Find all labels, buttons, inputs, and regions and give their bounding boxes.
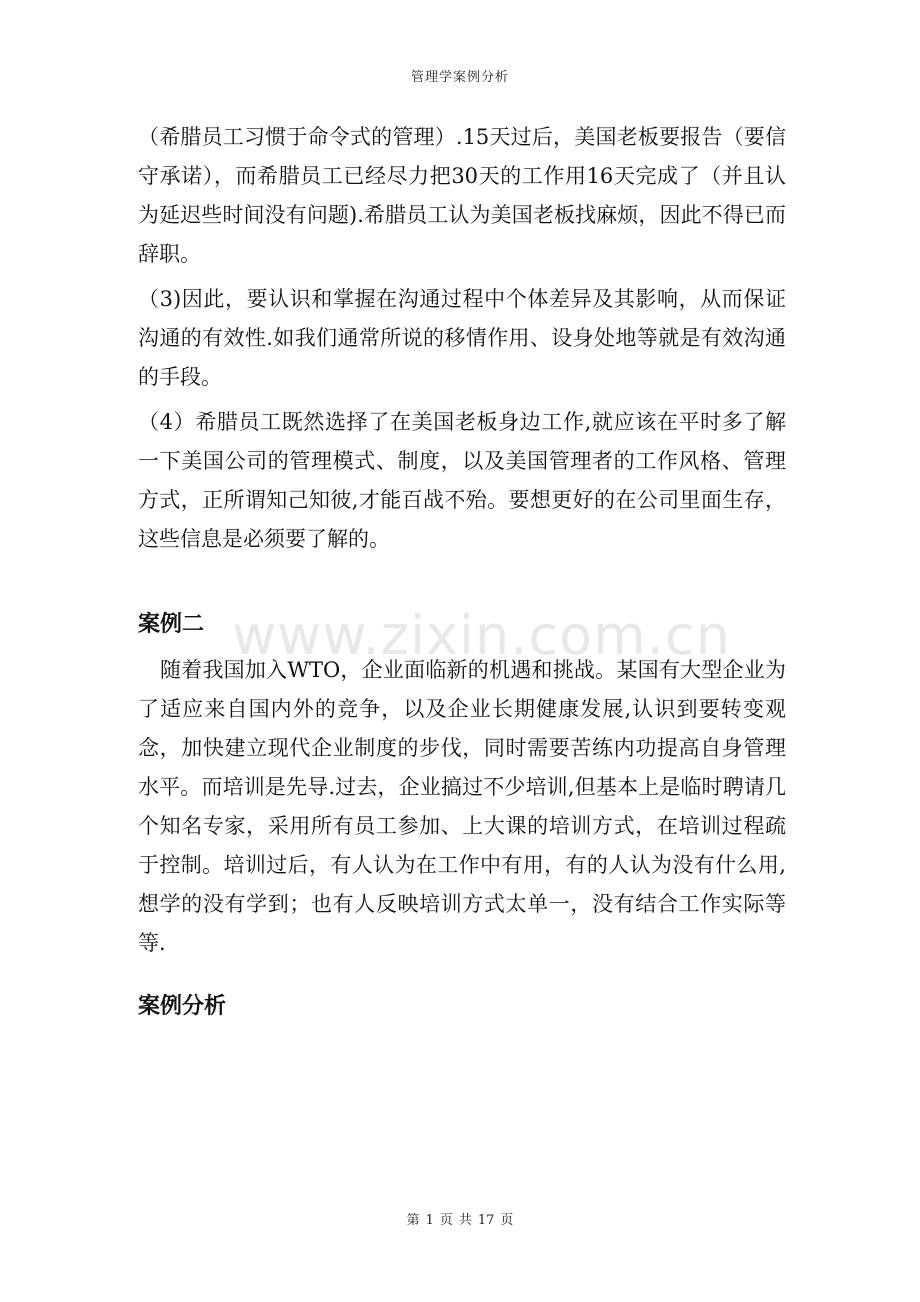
footer-total-pages: 17 [477,1213,495,1228]
paragraph-case-two-description: 随着我国加入WTO，企业面临新的机遇和挑战。某国有大型企业为了适应来自国内外的竞争，以及企业长期健康发展,认识到要转变观念，加快建立现代企业制度的步伐，同时需要苦练内功提高自身管理水平。而培训是先导.过去，企业搞过不少培训,但基本上是临时聘请几个知名专家，采用所有员工参加、上大课的培训方式，在培训过程疏于控制。培训过后，有人认为在工作中有用，有的人认为没有什么用,想学的没有学到；也有人反映培训方式太单一，没有结合工作实际等等. [138,658,786,955]
footer-suffix: 页 [500,1213,514,1228]
footer-page-number: 1 [425,1213,434,1228]
site-watermark: www.zixin.com.cn [232,604,731,667]
footer-total-label: 共 [458,1213,472,1228]
footer-prefix: 第 [406,1213,420,1228]
footer-page-label: 页 [439,1213,453,1228]
page-header: 管理学案例分析 [410,70,509,85]
paragraph-point-4: （4）希腊员工既然选择了在美国老板身边工作,就应该在平时多了解一下美国公司的管理模式、制度，以及美国管理者的工作风格、管理方式，正所谓知己知彼,才能百战不殆。要想更好的在公司里面生存，这些信息是必须要了解的。 [138,410,786,551]
paragraph-point-3: （3)因此，要认识和掌握在沟通过程中个体差异及其影响，从而保证沟通的有效性.如我们通常所说的移情作用、设身处地等就是有效沟通的手段。 [138,287,786,389]
section-heading-case-two: 案例二 [138,612,205,637]
paragraph-greek-employee-resignation: （希腊员工习惯于命令式的管理）.15天过后，美国老板要报告（要信守承诺），而希腊员工已经尽力把30天的工作用16天完成了（并且认为延迟些时间没有问题).希腊员工认为美国老板找麻烦，因此不得已而辞职。 [138,125,786,266]
section-heading-case-analysis: 案例分析 [138,994,227,1019]
document-body [138,118,786,1027]
page-footer [0,1209,920,1228]
